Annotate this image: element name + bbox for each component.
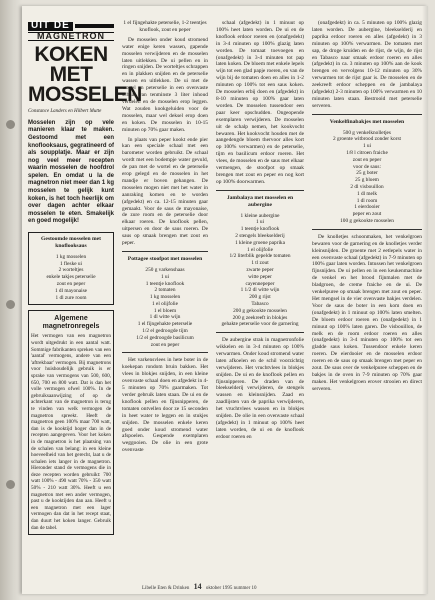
banner-bar xyxy=(75,24,114,28)
ingredient-item: 250 g varkenshaas xyxy=(145,266,185,273)
general-rules-box xyxy=(28,310,114,535)
section-label: UIT DE xyxy=(28,22,73,31)
ingredient-item: 500 g venkelknolletjes xyxy=(343,129,391,136)
ingredient-item: cayennepeper xyxy=(245,280,275,287)
body-paragraph: schaal (afgedekt) in 1 minuut op 100% heet laten worden. De ui en de knoflook erdoor roeren en (onafgedekt) in 3-4 minuten op 100% glazig laten worden. De tomaat toevoegen en (onafgedekt) in 3-4 minuten tot pap laten koken. De bloem met enkele lepels wijn tot een glad papje roeren, en van de wijn bij de tomaten doen en alles in 1-2 minuten op 100% tot een saus koken. De mosselen erbij doen en (afgedekt) in 8-10 minuten op 100% gaar laten worden. De mosselen tussendoor een paar keer opschudden. Ongeopende exemplaren verwijderen. De mosselen uit de schalp nemen, het kookvocht bewaren. Het kookvocht houden met de aangedengde bloem thervoor alles kort op 100% verwarmen) en de peterselie, tijm en basilicum erdoor roeren. Het vlees, de mosselen en de saus met elkaar vermengen, de stoofpot op smaak brengen met zout en peper en nog kort op 100% doorwarmen. xyxy=(216,20,304,185)
divider xyxy=(216,332,304,333)
section-subtitle: MAGNETRON xyxy=(28,32,114,41)
ingredient-item: 200 g zeekreeft in blokjes xyxy=(232,314,288,321)
ingredient-item: 2 groente witbrood zonder korst xyxy=(333,136,401,143)
column-1 xyxy=(28,20,142,582)
article-title xyxy=(28,42,142,106)
title-line-2: MET xyxy=(49,62,93,86)
ingredient-item: 1 dl zure room xyxy=(55,294,87,301)
ingredient-list xyxy=(31,254,111,302)
ingredient-item: voor de saus: xyxy=(353,163,381,170)
ingredient-item: 1 el olijfolie xyxy=(152,300,178,307)
ingredient-item: 1 fleske ui xyxy=(59,260,83,267)
page-footer xyxy=(142,582,257,591)
body-paragraph: In plaats van peper kookt ende pier kan een speciale schaal met een barometer worden gebruikt. De schaal wordt met een bodempje water gevuld, de pan met de wortel en de peterselie erop gelegd en de mosselen in het mandje er boven gehangen. De mosselen mogen niet met het water in aanraking komen en te worden (afgedekt) en ca. 12-15 minuten gaar gemaakt. Voor de saus de mayonaise, de zure room en de peterselie door elkaar roeren. De knoflook pellen, uitpersen en door de saus roeren. De saus op smaak brengen met zout en peper. xyxy=(122,136,208,247)
ingredient-item: zout en peper xyxy=(150,341,180,348)
rules-title: Algemene magnetronregels xyxy=(42,315,100,330)
ingredient-item: 1/8 l citroen fraiche xyxy=(346,150,388,157)
ingredient-item: gehakte peterselie voor de garnering xyxy=(221,321,299,328)
ingredient-item: 1 dl melk xyxy=(356,190,377,197)
ingredient-item: 2 tomaten xyxy=(154,287,176,294)
ingredient-item: 1 el bloem xyxy=(153,307,177,314)
ingredient-continuation: 1 el fijngehakte peterselie, 1-2 teentjes knoflook, zout en peper xyxy=(123,20,207,33)
magazine-page xyxy=(22,6,428,594)
ingredient-item: 1 1/2 dl witte wijn xyxy=(240,287,280,294)
binding-hole xyxy=(6,300,15,309)
body-paragraph: De mosselen onder koud stromend water enige keren wassen, gapende mosselen verwijderen en de mosselen laten uitlekken. De ui pellen en in ringen snijden. De worteltjes schrappen en in plakken snijden en de peterselie wassen en uitlekken. De ui met de wortel en peterselie in een ovenvaste schaal van tenminste 3 liter inhoud verdelen en de mosselen erop leggen. Wat zouden kookgeluiden voor de mosselen, maar wel deksel erop doen en koken. De mosselen in 10-15 minuten op 70% gaar maken. xyxy=(122,36,208,133)
ingredient-item: 1 kg mosselen xyxy=(55,253,87,260)
ingredient-item: 1/2 literblik gepelde tomaten xyxy=(229,253,291,260)
ingredient-item: 1 ui xyxy=(160,273,170,280)
ingredient-list xyxy=(122,267,208,349)
ingredient-list xyxy=(312,130,422,225)
ingredient-item: 2 worteltjes xyxy=(58,267,84,274)
ingredient-item: witte peper xyxy=(248,273,272,280)
section-banner xyxy=(28,22,114,31)
recipe-title: Gestoomde mosselen met knoflooksaus xyxy=(41,236,101,249)
divider xyxy=(216,190,304,191)
ingredient-item: 1 teentje knoflook xyxy=(145,280,185,287)
magazine-name: Libelle Eten & Drinken xyxy=(142,586,190,591)
page-edge-shadow xyxy=(422,6,428,594)
body-paragraph: Het varkensvlees in hete boter in de koekepan rondom bruin bakken. Het vlees in blokjes snijden, in een kleine ovenvaste schaal doen en afgedekt in 4-5 minuten op 70% gaarmaken. Tot verder gebruik laten staan. De ui en de knoflook pellen en fijnsnipperen, de tomaten ontvellen door ze 15 seconden in heet water te leggen en in stukjes snijden. De mosselen enkele keren goed onder koud stromend water afspoelen. Gespende exemplaren weggooien. De olie in een grote ovenvaste xyxy=(122,357,208,454)
ingredient-item: 1 eierdooier xyxy=(354,204,380,211)
ingredient-item: enkele takjes peterselie xyxy=(46,274,96,281)
ingredient-item: 200 g rijst xyxy=(249,294,271,301)
ingredient-item: 25 g bloem xyxy=(355,177,379,184)
title-line-3: MOSSELEN xyxy=(28,82,142,106)
ingredient-item: 1 dl mayonaise xyxy=(54,287,88,294)
ingredient-list xyxy=(216,213,304,329)
ingredient-item: 1 dl witte wijn xyxy=(149,314,181,321)
recipe-title: Pottagee stoofpot met mosselen xyxy=(127,256,203,262)
ingredient-item: 1 el fijngehakte peterselie xyxy=(137,321,193,328)
recipe-ingredients-box xyxy=(28,232,114,305)
ingredient-item: 2 dl visbouillon xyxy=(350,184,384,191)
binding-hole xyxy=(6,480,15,489)
binding-hole xyxy=(6,120,15,129)
rules-text: Het vermogen van een magnetron wordt uitgedrukt in een aantal watt. Sommige fabrikanten spreken van een 'aantal' vermogens, andere van een 'aftrekbaar' vermogen. Bij magnetrons voor huishoudelijk gebruik is er sprake van vermogens van 500, 600, 650, 700 en 800 watt. Dat is dan het volle vermogen ofwel 100%. In de gebruiksaanwijzing of op de achterkant van de magnetron is terug te vinden van welk vermogen de magnetron spreekt. Heeft de magnetron geen 100% maar 700 watt, dan is de kooktijd hoger dan in de recepten aangegeven. Voor het koken in de magnetron is het plaatsing van de schalen van belang: in een kleine hoeveelheid van het gerecht, laat u de schalen iets langer in de magnetron. Hieronder stand de vermogens die in deze recepten worden gebruikt: 700 watt 100% - 490 watt 70% - 350 watt 50% - 210 watt 30%. Heeft u een magnetron met een ander vermogen, past u de kooktijden dan aan. Heeft u een magnetron met een lager vermogen dan dat in het recept staat, dan duurt het koken langer. Gebruik dan de tabel. xyxy=(31,333,111,531)
byline: Constance Landers en Hilbert Mutte xyxy=(28,108,102,114)
ingredient-item: 1 teentje knoflook xyxy=(240,226,280,233)
ingredient-item: 25 g boter xyxy=(356,170,378,177)
ingredient-item: 1 ui xyxy=(255,219,265,226)
ingredient-item: 1/2 el gedroogde basilicum xyxy=(136,334,194,341)
title-line-1: KOKEN xyxy=(34,42,108,66)
ingredient-item: 1 kg mosselen xyxy=(149,294,181,301)
ingredient-item: 1/2 el gedroogde tijm xyxy=(142,328,188,335)
ingredient-item: 2 stengels bleekselderij xyxy=(235,232,285,239)
ingredient-item: Tabasco xyxy=(251,300,269,307)
ingredient-item: 1 dl room xyxy=(356,197,378,204)
divider xyxy=(122,352,208,353)
intro-text: Mosselen zijn op vele manieren klaar te maken. Gestoomd met een knoflooksaus, gegratineerd of als soupplatje. Maar er zijn nog veel meer recepten waarin mosselen de hoofdrol spelen. En omdat u la de magnetron niet meer dan 1 kg mosselen te gelijk kunt koken, is het toch heerlijk om over dagen achter elkaar mosselen te eten. Smakelijk en goed mogelijk! xyxy=(28,119,114,225)
column-3 xyxy=(216,20,304,582)
recipe-title: Venkelfinabakjes met mosselen xyxy=(329,118,405,125)
ingredient-item: peper en zout xyxy=(352,211,382,218)
column-4 xyxy=(312,20,422,582)
body-paragraph: De aubergine strak in magnetronfolie wikkelen en in 3-4 minuten op 100% verwarmen. Onder koud stromend water laten afkoelen en de schil voorzichtig verwijderen. Het vruchtvlees in blokjes snijden. De ui en de knoflook pellen en fijnsnipperen. De draden van de bleekselderij verwijderen, de stengels wassen en kleinsnijden. Zaad en zaadlijsten van de paprika verwijderen, het vruchtvlees wassen en in blokjes snijden. De olie in een ovenvaste schaal (afgedekt) in 1 minuut op 100% heet laten worden, de ui en de knoflook erdoor roeren en xyxy=(216,337,304,440)
divider xyxy=(312,229,422,230)
column-2 xyxy=(122,20,208,582)
body-paragraph: (onafgedekt) in ca. 5 minuten op 100% glazig laten worden. De aubergine, bleekselderij en paprika erdoor roeren en alles (afgedekt) in 3 minuten op 100% verwarmen. De tomaten met sap, de droge kruiden en de rijst, de wijn, de rijst en Tabasco naar smaak erdoor roeren en alles (afgedekt) in ca. 3 minuten op 100% aan de kook brengen en vervolgens 10-12 minuten op 30% verwarmen tot de rijst gaar is. De mosselen en de zeekreeft erdoor scheppen en de jambalaya (afgedekt) 2-3 minuten op 100% verwarmen en 10 minuten laten staan. Bestrooid met peterselie serveren. xyxy=(312,20,422,109)
ingredient-item: 1 el olijfolie xyxy=(247,246,273,253)
page-binding xyxy=(0,0,22,600)
ingredient-item: 1 tl zout xyxy=(251,260,269,267)
ingredient-item: 100 g gekookte mosselen xyxy=(340,218,394,225)
ingredient-item: 200 g gekookte mosselen xyxy=(233,307,287,314)
ingredient-item: zout en peper xyxy=(56,281,86,288)
divider xyxy=(122,251,208,252)
ingredient-item: 1 kleine aubergine xyxy=(240,212,280,219)
ingredient-item: 1 ui xyxy=(362,143,372,150)
ingredient-item: 1 kleine groene paprika xyxy=(235,239,285,246)
page-number: 14 xyxy=(193,582,202,591)
ingredient-item: zwarte peper xyxy=(246,266,274,273)
recipe-title: Jambalaya met mosselen en aubergine xyxy=(226,194,294,208)
body-paragraph: De knolletjes schoonmaken, het venkelgroen bewaren voor de garnering en de knolletjes verder kleinsnijden. De groente met 2 eetlepels water in een ovenvaste schaal (afgedekt) in 7-9 minuten op 100% gaar laten worden. Intussen het venkelgroen fijnsnijden. De ui pellen en in een keukenmachine de venkel en het brood fijnmalen met de bladgroen, de creme fraiche en de ui. De venkelpuree op smaak brengen met zout en peper. Het mengsel in de vier ovenvaste bakjes verdelen. Voor de saus de boter in een kom doen en (onafgedekt) in 1 minuut op 100% laten smelten. De bloem erdoor roeren en (onafgedekt) in 1 minuut op 100% laten garen. De visbouillon, de melk en de room erdoor roeren en alles (onafgedekt) in 3-4 minuten op 100% tot een gladde saus koken. Tussendoor enkele keren roeren. De eierdooier en de mosselen erdoor roeren en de saus op smaak brengen met peper en zout. De saus over de venkelpuree scheppen en de bakjes in de oven in 7-9 minuten op 70% gaar maken. Het venkelgroen erover strooien en direct serveren. xyxy=(312,233,422,392)
ingredient-item: zout en peper xyxy=(352,156,382,163)
issue-date: oktober 1995 nummer 10 xyxy=(205,586,257,591)
divider xyxy=(312,114,422,115)
